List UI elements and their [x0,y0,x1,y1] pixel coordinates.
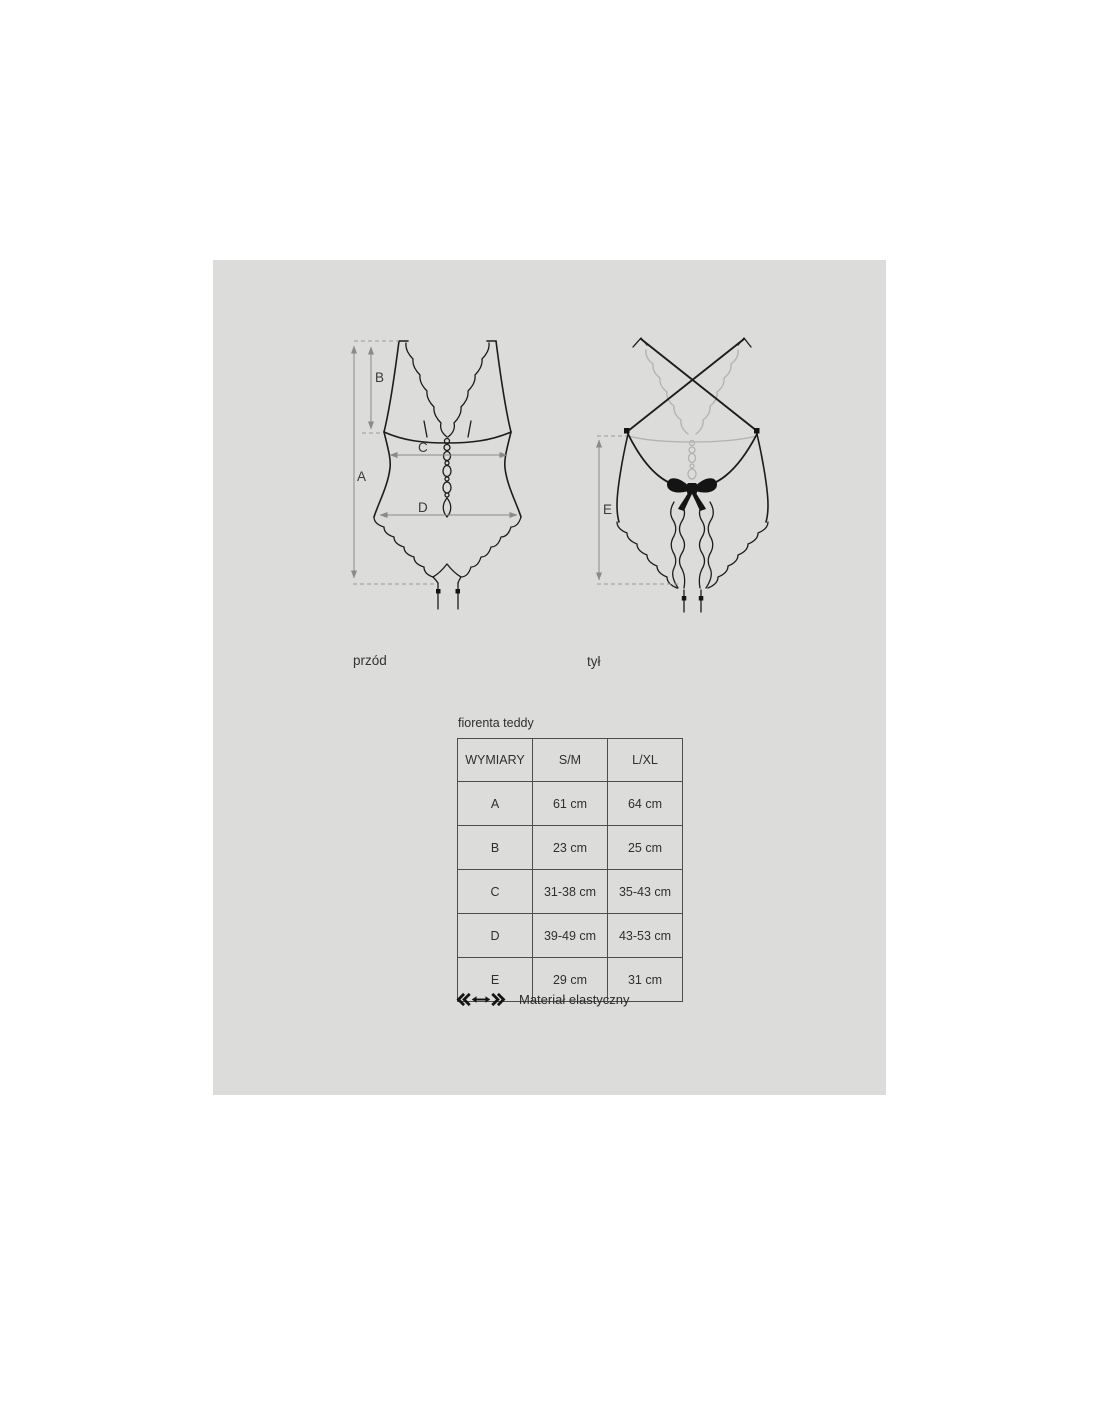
size-table [457,738,683,1002]
dim-cell: C [458,870,533,914]
dim-cell: A [458,782,533,826]
lxl-cell: 64 cm [608,782,683,826]
table-row [458,870,683,914]
dim-cell: D [458,914,533,958]
dim-label-a: A [357,469,367,484]
dimension-lines [353,341,681,584]
table-row [458,782,683,826]
dim-label-c: C [418,440,428,455]
lxl-cell: 43-53 cm [608,914,683,958]
size-table-title: fiorenta teddy [458,716,534,730]
front-chain-detail [443,439,451,518]
back-view-drawing [617,338,768,612]
dim-cell: B [458,826,533,870]
lxl-cell: 31 cm [608,958,683,1002]
front-view-label: przód [353,653,387,668]
table-row [458,914,683,958]
sm-cell: 29 cm [533,958,608,1002]
sm-cell: 31-38 cm [533,870,608,914]
lxl-cell: 25 cm [608,826,683,870]
sm-cell: 23 cm [533,826,608,870]
size-chart-panel [213,260,886,1095]
back-view-label: tył [587,654,601,669]
col-header-lxl: L/XL [608,739,683,782]
size-table-header-row [458,739,683,782]
table-row [458,826,683,870]
bow-detail [667,478,717,511]
dim-cell: E [458,958,533,1002]
dim-label-d: D [418,500,428,515]
front-view-drawing [374,341,521,609]
material-footnote-label: Materiał elastyczny [519,992,630,1007]
elastic-stretch-icon [456,991,506,1008]
lxl-cell: 35-43 cm [608,870,683,914]
col-header-wymiary: WYMIARY [458,739,533,782]
dim-label-b: B [375,370,385,385]
garment-diagram [213,260,886,700]
sm-cell: 61 cm [533,782,608,826]
sm-cell: 39-49 cm [533,914,608,958]
col-header-sm: S/M [533,739,608,782]
material-footnote [456,991,630,1008]
dim-label-e: E [603,502,613,517]
